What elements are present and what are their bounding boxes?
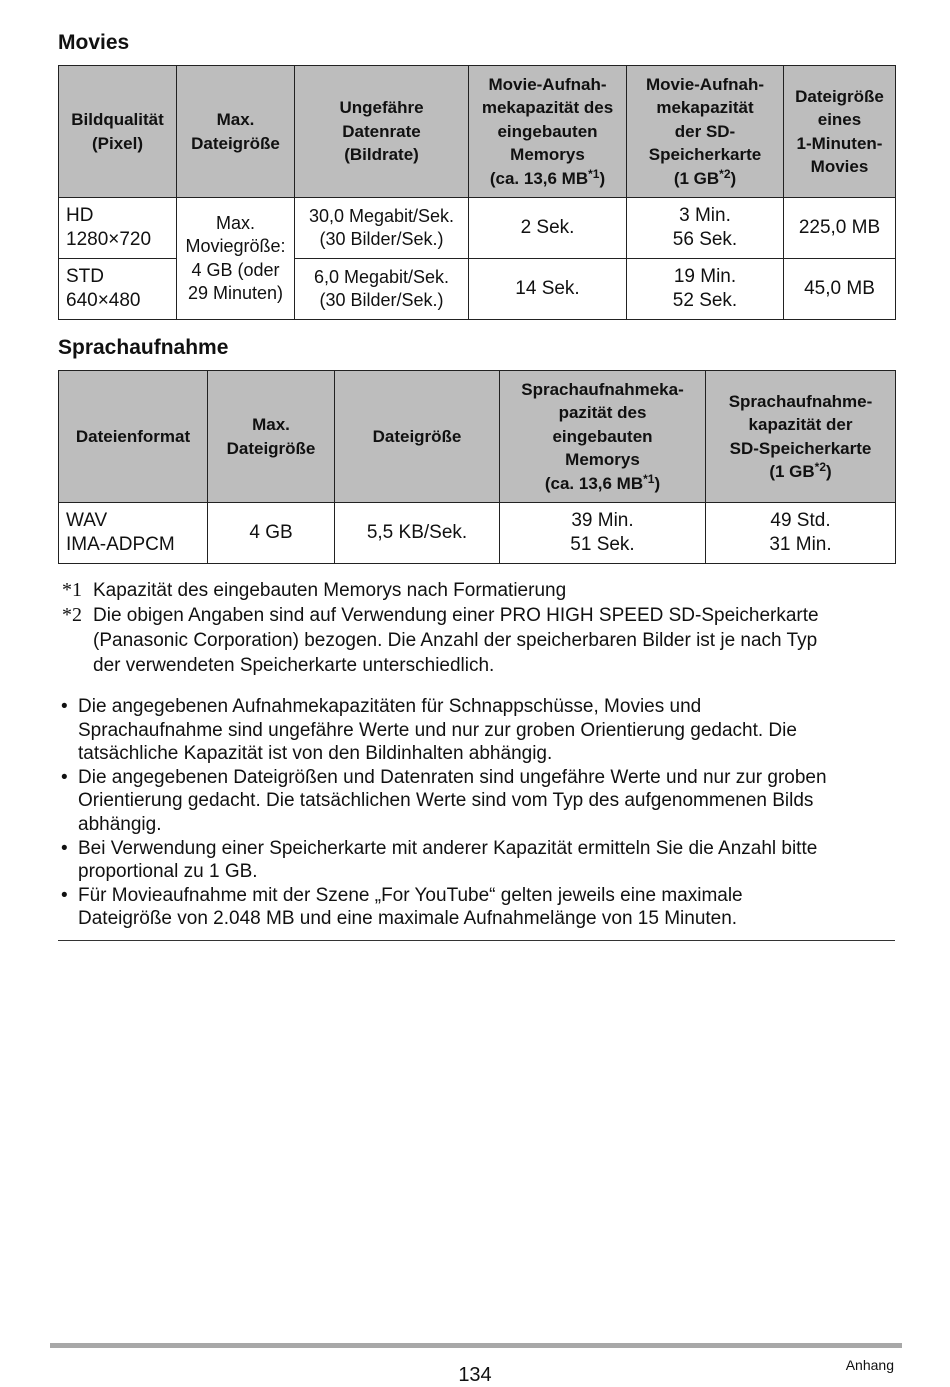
list-item: • Für Movieaufnahme mit der Szene „For YouTube“ gelten jeweils eine maximale Dateigröße von 2.048 MB und eine maximale Aufnahmelänge von 15 Minuten. (58, 884, 898, 931)
footnote-2: *2 Die obigen Angaben sind auf Verwendung einer PRO HIGH SPEED SD-Speicherkarte (Panasonic Corporation) bezogen. Die Anzahl der speicherbaren Bilder ist je nach Typ der verwendeten Speicherkarte unterschiedlich. (62, 604, 819, 676)
header-dateigroesse-minute: Dateigröße eines 1-Minuten- Movies (784, 66, 896, 198)
cell-max: 4 GB (208, 503, 335, 564)
header-max-dateigroesse: Max. Dateigröße (177, 66, 295, 198)
cell-sd-hd: 3 Min. 56 Sek. (627, 198, 784, 259)
header-kapazitaet-sd: Movie-Aufnah- mekapazität der SD- Speicherkarte (1 GB$^{*2}$) (627, 66, 784, 198)
cell-size-std: 45,0 MB (784, 259, 896, 320)
footnote-mark: *2 (62, 604, 82, 626)
movies-heading: Movies (58, 31, 130, 54)
cell-internal-hd: 2 Sek. (469, 198, 627, 259)
voice-heading: Sprachaufnahme (58, 336, 229, 359)
notes-list (58, 695, 898, 931)
section-divider (58, 940, 895, 941)
header-max-dateigroesse: Max. Dateigröße (208, 371, 335, 503)
cell-sd-std: 19 Min. 52 Sek. (627, 259, 784, 320)
footnote-1: *1 Kapazität des eingebauten Memorys nach Formatierung (62, 579, 567, 601)
footer-bar (50, 1343, 902, 1348)
list-item: • Bei Verwendung einer Speicherkarte mit anderer Kapazität ermitteln Sie die Anzahl bitte proportional zu 1 GB. (58, 837, 898, 884)
header-dateigroesse: Dateigröße (335, 371, 500, 503)
cell-rate-std: 6,0 Megabit/Sek. (30 Bilder/Sek.) (295, 259, 469, 320)
voice-table (58, 370, 896, 564)
header-kapazitaet-sd: Sprachaufnahme- kapazität der SD-Speicherkarte (1 GB$^{*2}$) (706, 371, 896, 503)
movies-table (58, 65, 896, 320)
footnotes (58, 578, 898, 678)
cell-size: 5,5 KB/Sek. (335, 503, 500, 564)
header-bildqualitaet: Bildqualität (Pixel) (59, 66, 177, 198)
movies-header-row (59, 66, 896, 198)
cell-internal-std: 14 Sek. (469, 259, 627, 320)
header-kapazitaet-intern: Sprachaufnahmeka- pazität des eingebauten Memorys (ca. 13,6 MB$^{*1}$) (500, 371, 706, 503)
list-item: • Die angegebenen Aufnahmekapazitäten für Schnappschüsse, Movies und Sprachaufnahme sind ungefähre Werte und nur zur groben Orientierung gedacht. Die tatsächliche Kapazität ist von den Bildinhalten abhängig. (58, 695, 898, 766)
footnote-mark: *1 (62, 579, 82, 601)
voice-header-row (59, 371, 896, 503)
cell-size-hd: 225,0 MB (784, 198, 896, 259)
cell-internal: 39 Min. 51 Sek. (500, 503, 706, 564)
section-label: Anhang (845, 1357, 894, 1373)
cell-format: WAV IMA-ADPCM (59, 503, 208, 564)
table-row (59, 503, 896, 564)
list-item: • Die angegebenen Dateigrößen und Datenraten sind ungefähre Werte und nur zur groben Orientierung gedacht. Die tatsächlichen Werte sind vom Typ des aufgenommenen Bilds abhängig. (58, 766, 898, 837)
header-datenrate: Ungefähre Datenrate (Bildrate) (295, 66, 469, 198)
header-kapazitaet-intern: Movie-Aufnah- mekapazität des eingebauten Memorys (ca. 13,6 MB$^{*1}$) (469, 66, 627, 198)
cell-rate-hd: 30,0 Megabit/Sek. (30 Bilder/Sek.) (295, 198, 469, 259)
cell-quality-std: STD 640×480 (59, 259, 177, 320)
table-row (59, 198, 896, 259)
cell-sd: 49 Std. 31 Min. (706, 503, 896, 564)
page-number: 134 (458, 1364, 492, 1386)
header-dateienformat: Dateienformat (59, 371, 208, 503)
cell-quality-hd: HD 1280×720 (59, 198, 177, 259)
cell-max-moviegroesse: Max. Moviegröße: 4 GB (oder 29 Minuten) (177, 198, 295, 320)
